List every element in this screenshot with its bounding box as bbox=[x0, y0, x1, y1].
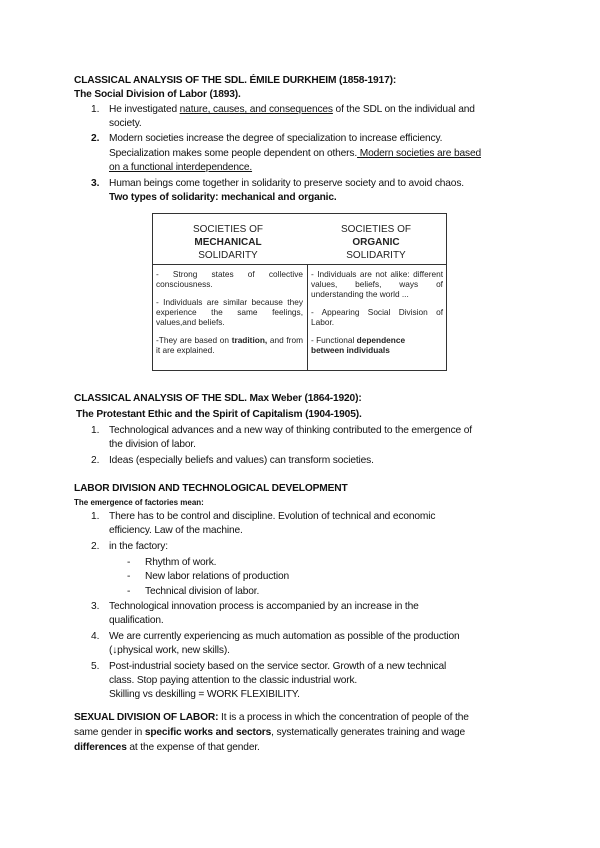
list-number: 5. bbox=[91, 661, 100, 672]
list-item-continuation: efficiency. Law of the machine. bbox=[109, 525, 243, 536]
cell-text: - Appearing Social Division of Labor. bbox=[311, 307, 443, 327]
table-cell-organic bbox=[311, 269, 443, 363]
list-item: Ideas (especially beliefs and values) can transform societies. bbox=[109, 455, 374, 466]
list-item: Post-industrial society based on the service sector. Growth of a new technical bbox=[109, 661, 447, 672]
bold-text: specific works and sectors bbox=[144, 727, 272, 738]
table-header-mechanical bbox=[155, 214, 301, 264]
cell-text: - Individuals are similar because they experience the same feelings, values,and beliefs. bbox=[156, 297, 303, 327]
header-line: SOCIETIES OF bbox=[340, 224, 411, 235]
paragraph-line: differences at the expense of that gender. bbox=[74, 742, 260, 753]
weber-heading: CLASSICAL ANALYSIS OF THE SDL. Max Weber (1864-1920): bbox=[74, 393, 362, 404]
list-item-continuation: qualification. bbox=[109, 615, 164, 626]
cell-text: - Strong states of collective consciousness. bbox=[156, 269, 303, 289]
labor-heading: LABOR DIVISION AND TECHNOLOGICAL DEVELOPMENT bbox=[74, 483, 348, 494]
durkheim-heading: CLASSICAL ANALYSIS OF THE SDL. ÉMILE DURKHEIM (1858-1917): bbox=[74, 75, 397, 86]
list-item-continuation bbox=[109, 147, 481, 161]
underlined-text: Modern societies are based bbox=[357, 148, 481, 159]
bold-text: tradition, bbox=[231, 335, 268, 345]
list-item-continuation: Two types of solidarity: mechanical and organic. bbox=[109, 192, 337, 203]
bold-text: dependence bbox=[356, 335, 406, 345]
header-line: SOLIDARITY bbox=[346, 250, 406, 261]
cell-text: - Functional dependence between individuals bbox=[311, 335, 406, 355]
sublist-dash: - bbox=[127, 571, 131, 582]
list-item: Technological innovation process is accompanied by an increase in the bbox=[109, 601, 419, 612]
weber-subheading: The Protestant Ethic and the Spirit of Capitalism (1904-1905). bbox=[76, 409, 362, 420]
table-divider bbox=[153, 264, 446, 265]
list-number: 2. bbox=[91, 133, 100, 144]
table-column-divider bbox=[307, 264, 308, 371]
table-cell-mechanical bbox=[156, 269, 303, 363]
underlined-text: nature, causes, and consequences bbox=[179, 104, 333, 115]
list-number: 3. bbox=[91, 601, 100, 612]
list-item: in the factory: bbox=[109, 541, 168, 552]
solidarity-table bbox=[152, 213, 447, 371]
header-line: ORGANIC bbox=[352, 237, 400, 248]
list-item-continuation: (↓physical work, new skills). bbox=[109, 645, 230, 656]
list-item-continuation: the division of labor. bbox=[109, 439, 196, 450]
list-item: We are currently experiencing as much automation as possible of the production bbox=[109, 631, 460, 642]
sublist-item: New labor relations of production bbox=[145, 571, 289, 582]
sublist-dash: - bbox=[127, 586, 131, 597]
paragraph-line: same gender in specific works and sectors, systematically generates training and wage bbox=[74, 727, 466, 738]
header-line: SOLIDARITY bbox=[198, 250, 258, 261]
text: He investigated bbox=[109, 104, 180, 115]
text: Specialization makes some people dependent on others. bbox=[109, 148, 358, 159]
list-item-continuation: class. Stop paying attention to the classic industrial work. bbox=[109, 675, 358, 686]
sublist-dash: - bbox=[127, 557, 131, 568]
labor-subheading: The emergence of factories mean: bbox=[74, 498, 204, 507]
list-item: Human beings come together in solidarity to preserve society and to avoid chaos. bbox=[109, 178, 464, 189]
text: of the SDL on the individual and bbox=[332, 104, 475, 115]
term: SEXUAL DIVISION OF LABOR: bbox=[74, 712, 219, 723]
header-line: MECHANICAL bbox=[194, 237, 262, 248]
list-item: Technological advances and a new way of thinking contributed to the emergence of bbox=[109, 425, 472, 436]
sublist-item: Rhythm of work. bbox=[145, 557, 217, 568]
list-item-continuation: on a functional interdependence. bbox=[109, 162, 253, 173]
cell-text: - Individuals are not alike: different values, beliefs, ways of understanding the world ... bbox=[311, 269, 443, 299]
bold-text: differences bbox=[74, 742, 127, 753]
list-number: 3. bbox=[91, 178, 100, 189]
list-number: 1. bbox=[91, 425, 100, 436]
bold-text: between individuals bbox=[311, 345, 390, 355]
list-item-continuation: Skilling vs deskilling = WORK FLEXIBILITY. bbox=[109, 689, 300, 700]
table-header-organic bbox=[303, 214, 449, 264]
paragraph-line: SEXUAL DIVISION OF LABOR: It is a process in which the concentration of people of the bbox=[74, 712, 469, 723]
list-item-continuation: society. bbox=[109, 118, 142, 129]
list-number: 2. bbox=[91, 455, 100, 466]
list-number: 4. bbox=[91, 631, 100, 642]
list-item: There has to be control and discipline. Evolution of technical and economic bbox=[109, 511, 436, 522]
list-item bbox=[109, 103, 475, 117]
list-number: 2. bbox=[91, 541, 100, 552]
list-number: 1. bbox=[91, 511, 100, 522]
sublist-item: Technical division of labor. bbox=[145, 586, 260, 597]
header-line: SOCIETIES OF bbox=[192, 224, 263, 235]
cell-text: -They are based on tradition, and from it are explained. bbox=[156, 335, 303, 355]
list-number: 1. bbox=[91, 104, 100, 115]
durkheim-subheading: The Social Division of Labor (1893). bbox=[74, 89, 241, 100]
list-item: Modern societies increase the degree of specialization to increase efficiency. bbox=[109, 133, 443, 144]
